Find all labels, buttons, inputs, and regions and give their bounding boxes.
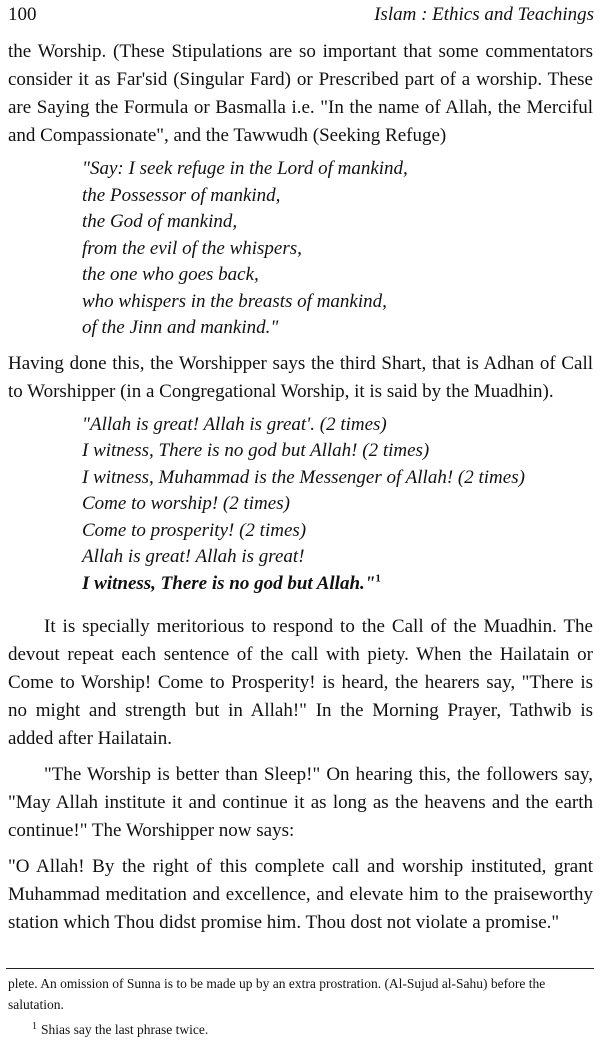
- paragraph-worship-stipulations: the Worship. (These Stipulations are so important that some commentators consider it as Far'sid (Singular Fard) or Prescribed part of a worship. These are Saying the Formula or Basmalla i.e. "In the name of Allah, the Merciful and Compassionate", and the Tawwudh (Seeking Refuge): [8, 41, 593, 146]
- spacer: [8, 605, 593, 613]
- verse-line: "Allah is great! Allah is great'. (2 times): [82, 413, 387, 435]
- footnote-1: [8, 1019, 593, 1040]
- footnote-text: Shias say the last phrase twice.: [41, 1022, 209, 1037]
- verse-line: [82, 571, 593, 598]
- paragraph-tathwib: "The Worship is better than Sleep!" On hearing this, the followers say, "May Allah institute it and continue it as long as the heavens and the earth continue!" The Worshipper now says:: [8, 764, 593, 841]
- footnote-mark: 1: [32, 1020, 37, 1032]
- paragraph-dua: "O Allah! By the right of this complete call and worship instituted, grant Muhammad meditation and excellence, and elevate him to the praiseworthy station which Thou didst promise him. Thou dost not violate a promise.": [8, 856, 593, 933]
- spacer: [8, 845, 593, 853]
- footnotes: [8, 973, 593, 1040]
- verse-line: the Possessor of mankind,: [82, 184, 281, 206]
- verse-adhan-call: [82, 412, 593, 598]
- verse-line: I witness, There is no god but Allah! (2 times): [82, 440, 430, 461]
- verse-line: from the evil of the whispers,: [82, 237, 302, 259]
- page-header: [8, 2, 594, 28]
- verse-seeking-refuge: [82, 156, 593, 342]
- body-text: [8, 38, 593, 937]
- page-number: 100: [8, 4, 37, 25]
- footnote-divider: [6, 968, 594, 969]
- verse-line: I witness, Muhammad is the Messenger of Allah! (2 times): [82, 466, 525, 488]
- verse-line: of the Jinn and mankind.": [82, 317, 279, 338]
- footnote-reference: 1: [375, 572, 381, 585]
- paragraph-responding-muadhin: It is specially meritorious to respond to the Call of the Muadhin. The devout repeat each sentence of the call with piety. When the Hailatain or Come to Worship! Come to Prosperity! is heard, the hearers say, "There is no might and strength but in Allah!" In the Morning Prayer, Tathwib is added after Hailatain.: [8, 616, 593, 749]
- verse-line: who whispers in the breasts of mankind,: [82, 290, 387, 312]
- footnote-continuation: plete. An omission of Sunna is to be made up by an extra prostration. (Al-Sujud al-Sahu) before the salutation.: [8, 976, 546, 1012]
- verse-line: Come to worship! (2 times): [82, 493, 290, 514]
- verse-line: Come to prosperity! (2 times): [82, 519, 307, 541]
- verse-line: Allah is great! Allah is great!: [82, 546, 305, 567]
- running-head: Islam : Ethics and Teachings: [374, 4, 594, 25]
- verse-line-text: I witness, There is no god but Allah.": [82, 572, 376, 594]
- paragraph-adhan: Having done this, the Worshipper says the third Shart, that is Adhan of Call to Worshipper (in a Congregational Worship, it is said by the Muadhin).: [8, 352, 593, 402]
- verse-line: the one who goes back,: [82, 264, 259, 285]
- verse-line: "Say: I seek refuge in the Lord of mankind,: [82, 158, 408, 179]
- spacer: [8, 753, 593, 761]
- verse-line: the God of mankind,: [82, 211, 238, 232]
